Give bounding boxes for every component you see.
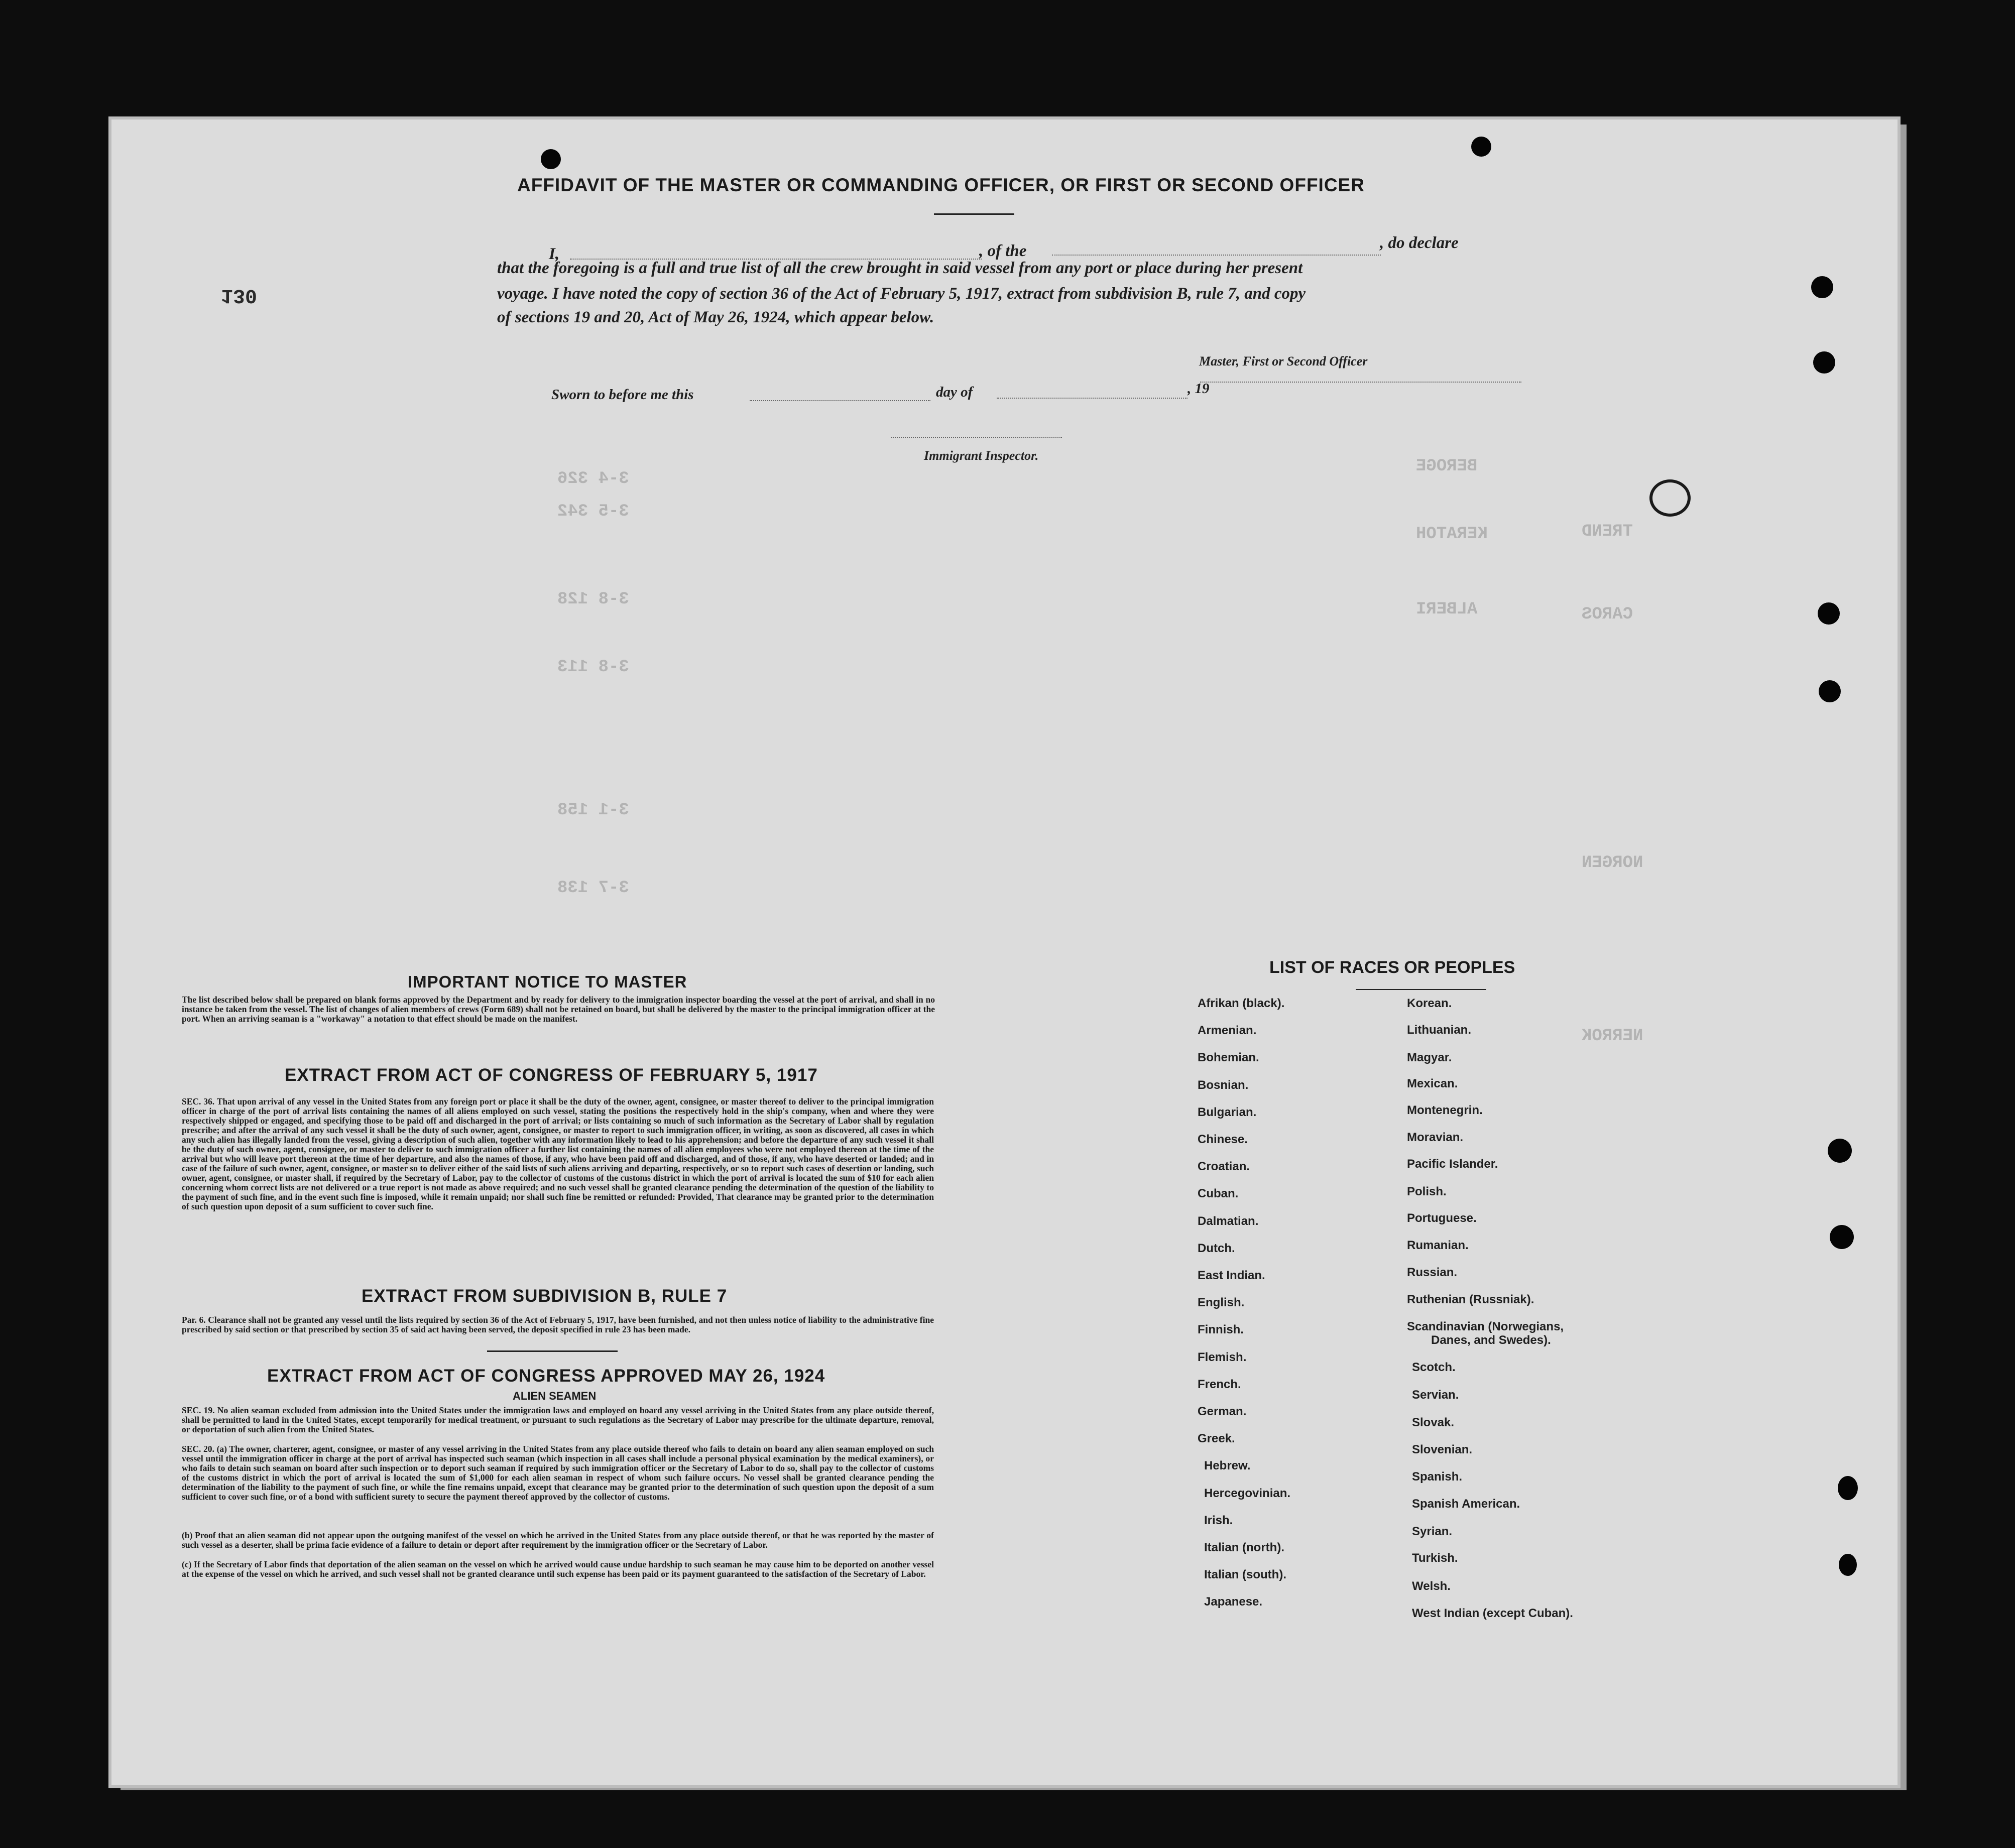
race-item: Hercegovinian.	[1204, 1486, 1291, 1500]
race-item: Servian.	[1412, 1388, 1459, 1402]
month-line	[997, 398, 1188, 399]
day-of-label: day of	[936, 384, 973, 400]
affidavit-i: I,	[549, 245, 560, 263]
race-item: Lithuanian.	[1407, 1023, 1471, 1037]
ink-circle-mark	[1649, 479, 1691, 517]
race-item: Bosnian.	[1198, 1078, 1249, 1092]
rule7-heading: EXTRACT FROM SUBDIVISION B, RULE 7	[362, 1286, 728, 1306]
race-item: Portuguese.	[1407, 1211, 1477, 1225]
extract-1924-sec20a: SEC. 20. (a) The owner, charterer, agent, consignee, or master of any vessel arriving in the United States from any place outside thereof who fails to detain on board any alien seaman employed on such vessel until the immigration officer in charge at the port of arrival has inspected such seaman (which inspection in all cases shall include a personal physical examination by the medical examiners), or who fails to detain such seaman on board after such inspection or to deport such seaman if required by such immigration officer or the Secretary of Labor to do so, shall pay to the collector of customs of the customs district in which the port of arrival is located the sum of $1,000 for each alien seaman in respect of whom such failure occurs. No vessel shall be granted clearance pending the determination of the liability to the payment of such fine, or while the fine remains unpaid, except that clearance may be granted prior to the determination of such question upon the deposit of a sum sufficient to cover such fine, or of a bond with sufficient surety to secure the payment thereof approved by the collector of customs.	[182, 1444, 934, 1502]
race-item: Italian (north).	[1204, 1541, 1284, 1554]
affidavit-title: AFFIDAVIT OF THE MASTER OR COMMANDING OFFICER, OR FIRST OR SECOND OFFICER	[517, 175, 1365, 195]
punch-hole	[1819, 680, 1841, 702]
races-underline	[1356, 989, 1486, 990]
race-item: German.	[1198, 1405, 1247, 1418]
race-item: Ruthenian (Russniak).	[1407, 1293, 1534, 1306]
punch-hole	[1839, 1554, 1857, 1576]
races-heading: LIST OF RACES OR PEOPLES	[1269, 958, 1515, 977]
race-item: Bulgarian.	[1198, 1105, 1257, 1119]
race-item: Scotch.	[1412, 1361, 1456, 1374]
affidavit-do-declare: , do declare	[1380, 234, 1459, 252]
year-label: , 19	[1188, 381, 1210, 397]
race-item: Afrikan (black).	[1198, 997, 1285, 1010]
extract-1924-sec20c: (c) If the Secretary of Labor finds that deportation of the alien seaman on the vessel on which he arrived would cause undue hardship to such seaman he may cause him to be deported on another vessel at the expense of the vessel on which he arrived, and such vessel shall not be granted clearance until such expense has been paid or its payment guaranteed to the satisfaction of the Secretary of Labor.	[182, 1559, 934, 1579]
alien-seamen-subheading: ALIEN SEAMEN	[513, 1390, 597, 1402]
race-item: Slovenian.	[1412, 1443, 1473, 1456]
race-item: Bohemian.	[1198, 1051, 1259, 1065]
race-item: Greek.	[1198, 1432, 1235, 1446]
extract-1917-body: SEC. 36. That upon arrival of any vessel in the United States from any foreign port or place it shall be the duty of the owner, agent, consignee, or master thereof to deliver to the principal immigration officer in charge of the port of arrival lists containing the names of all aliens employed on such vessel, stating the positions the respectively hold in the ship's company, when and where they were respectively shipped or engaged, and specifying those to be paid off and discharged in the port of arrival; or lists containing so much of such information as the Secretary of Labor shall by regulation prescribe; and after the arrival of any such vessel it shall be the duty of such owner, agent, consignee, or master to report to such immigration officer, in writing, as soon as discovered, all cases in which any such alien has illegally landed from the vessel, giving a description of such alien, together with any information likely to lead to his apprehension; and before the departure of any such vessel it shall be the duty of such owner, agent, consignee, or master to deliver to such immigration officer a further list containing the names of all alien employees who were not employed thereon at the time of the arrival but who will leave port thereon at the time of her departure, and also the names of those, if any, who have been paid off and discharged, and of those, if any, who have deserted or landed; and in case of the failure of such owner, agent, consignee, or master so to deliver either of the said lists of such aliens arriving and departing, respectively, or so to report such cases of desertion or landing, such owner, agent, consignee, or master shall, if required by the Secretary of Labor, pay to the collector of customs of the customs district in which the port of arrival is located the sum of $10 for each alien concerning whom correct lists are not delivered or a true report is not made as above required; and no such vessel shall be granted clearance pending the determination of the question of the liability to the payment of such fine, and in the event such fine is imposed, while it remain unpaid; nor shall such fine be remitted or refunded: Provided, That clearance may be granted prior to the determination of such question upon deposit of a sum sufficient to cover such fine.	[182, 1096, 934, 1211]
race-item: Syrian.	[1412, 1525, 1453, 1538]
race-item: Turkish.	[1412, 1551, 1458, 1565]
extract-1924-sec19: SEC. 19. No alien seaman excluded from admission into the United States under the immigration laws and employed on board any vessel arriving in the United States from any place outside thereof, shall be permitted to land in the United States, except temporarily for medical treatment, or pursuant to such regulations as the Secretary of Labor may prescribe for the ultimate departure, removal, or deportation of such alien from the United States.	[182, 1405, 934, 1434]
notice-body: The list described below shall be prepared on blank forms approved by the Department and by ready for delivery to the immigration inspector boarding the vessel at the port of arrival, and shall in no instance be taken from the vessel. The list of changes of alien members of crews (Form 689) shall not be retained on board, but shall be delivered by the master to the principal immigration officer at the port. When an arriving seaman is a "workaway" a notation to that effect should be made on the manifest.	[182, 995, 935, 1024]
punch-hole	[1813, 351, 1835, 374]
extract-1924-heading: EXTRACT FROM ACT OF CONGRESS APPROVED MAY 26, 1924	[267, 1366, 825, 1386]
race-item: Danes, and Swedes).	[1431, 1333, 1551, 1347]
race-item: Hebrew.	[1204, 1459, 1251, 1473]
affidavit-text-line: that the foregoing is a full and true list of all the crew brought in said vessel from any port or place during her present	[497, 259, 1303, 277]
race-item: Korean.	[1407, 997, 1452, 1010]
sworn-day-line	[750, 400, 930, 401]
punch-hole	[541, 149, 561, 169]
punch-hole	[1818, 602, 1840, 625]
inspector-signature-line	[891, 437, 1062, 438]
notice-heading: IMPORTANT NOTICE TO MASTER	[408, 972, 687, 991]
race-item: Cuban.	[1198, 1187, 1239, 1201]
race-item: Polish.	[1407, 1185, 1447, 1198]
sworn-label: Sworn to before me this	[551, 387, 694, 403]
race-item: Finnish.	[1198, 1323, 1244, 1337]
race-item: Italian (south).	[1204, 1568, 1286, 1582]
race-item: French.	[1198, 1377, 1241, 1391]
rule7-body: Par. 6. Clearance shall not be granted any vessel until the lists required by section 36 of the Act of February 5, 1917, have been furnished, and not then unless notice of liability to the administrative fine prescribed by said section or that prescribed by section 35 of said act having been served, the deposit specified in rule 23 has been made.	[182, 1315, 934, 1334]
page-number: 130	[221, 284, 258, 306]
rule7-underline	[487, 1350, 618, 1352]
punch-hole	[1828, 1139, 1852, 1163]
affidavit-text-line: of sections 19 and 20, Act of May 26, 1924, which appear below.	[497, 308, 934, 326]
race-item: Armenian.	[1198, 1024, 1257, 1038]
race-item: Dalmatian.	[1198, 1214, 1259, 1228]
race-item: Japanese.	[1204, 1595, 1263, 1609]
race-item: Mexican.	[1407, 1077, 1458, 1090]
race-item: Dutch.	[1198, 1241, 1235, 1255]
inspector-label: Immigrant Inspector.	[924, 448, 1039, 463]
race-item: English.	[1198, 1296, 1245, 1310]
race-item: Montenegrin.	[1407, 1103, 1483, 1117]
race-item: Irish.	[1204, 1513, 1233, 1527]
race-item: Chinese.	[1198, 1133, 1248, 1146]
race-item: East Indian.	[1198, 1269, 1265, 1282]
race-item: Pacific Islander.	[1407, 1157, 1498, 1171]
master-signature-line	[1200, 382, 1521, 383]
extract-1924-sec20b: (b) Proof that an alien seaman did not appear upon the outgoing manifest of the vessel on which he arrived in the United States from any place outside thereof, or that he was reported by the master of such vessel as a deserter, shall be prima facie evidence of a failure to detain or deport after requirement by the immigration officer or the Secretary of Labor.	[182, 1530, 934, 1550]
extract-1917-heading: EXTRACT FROM ACT OF CONGRESS OF FEBRUARY 5, 1917	[285, 1065, 818, 1085]
race-item: Spanish American.	[1412, 1497, 1520, 1511]
affidavit-of-the: , of the	[979, 242, 1027, 260]
affidavit-text-line: voyage. I have noted the copy of section 36 of the Act of February 5, 1917, extract from subdivision B, rule 7, and copy	[497, 285, 1306, 303]
race-item: Russian.	[1407, 1266, 1458, 1279]
race-item: Slovak.	[1412, 1416, 1455, 1429]
race-item: Scandinavian (Norwegians,	[1407, 1320, 1564, 1333]
race-item: West Indian (except Cuban).	[1412, 1607, 1573, 1620]
punch-hole	[1471, 137, 1491, 157]
master-officer-label: Master, First or Second Officer	[1199, 354, 1368, 368]
punch-hole	[1830, 1225, 1854, 1249]
race-item: Welsh.	[1412, 1579, 1451, 1593]
race-item: Moravian.	[1407, 1131, 1464, 1144]
punch-hole	[1811, 276, 1833, 298]
race-item: Flemish.	[1198, 1350, 1247, 1364]
vessel-fill-line	[1052, 255, 1381, 256]
race-item: Spanish.	[1412, 1470, 1463, 1484]
race-item: Croatian.	[1198, 1160, 1250, 1174]
title-underline	[934, 213, 1014, 215]
race-item: Rumanian.	[1407, 1239, 1469, 1252]
punch-hole	[1838, 1476, 1858, 1500]
race-item: Magyar.	[1407, 1051, 1452, 1064]
